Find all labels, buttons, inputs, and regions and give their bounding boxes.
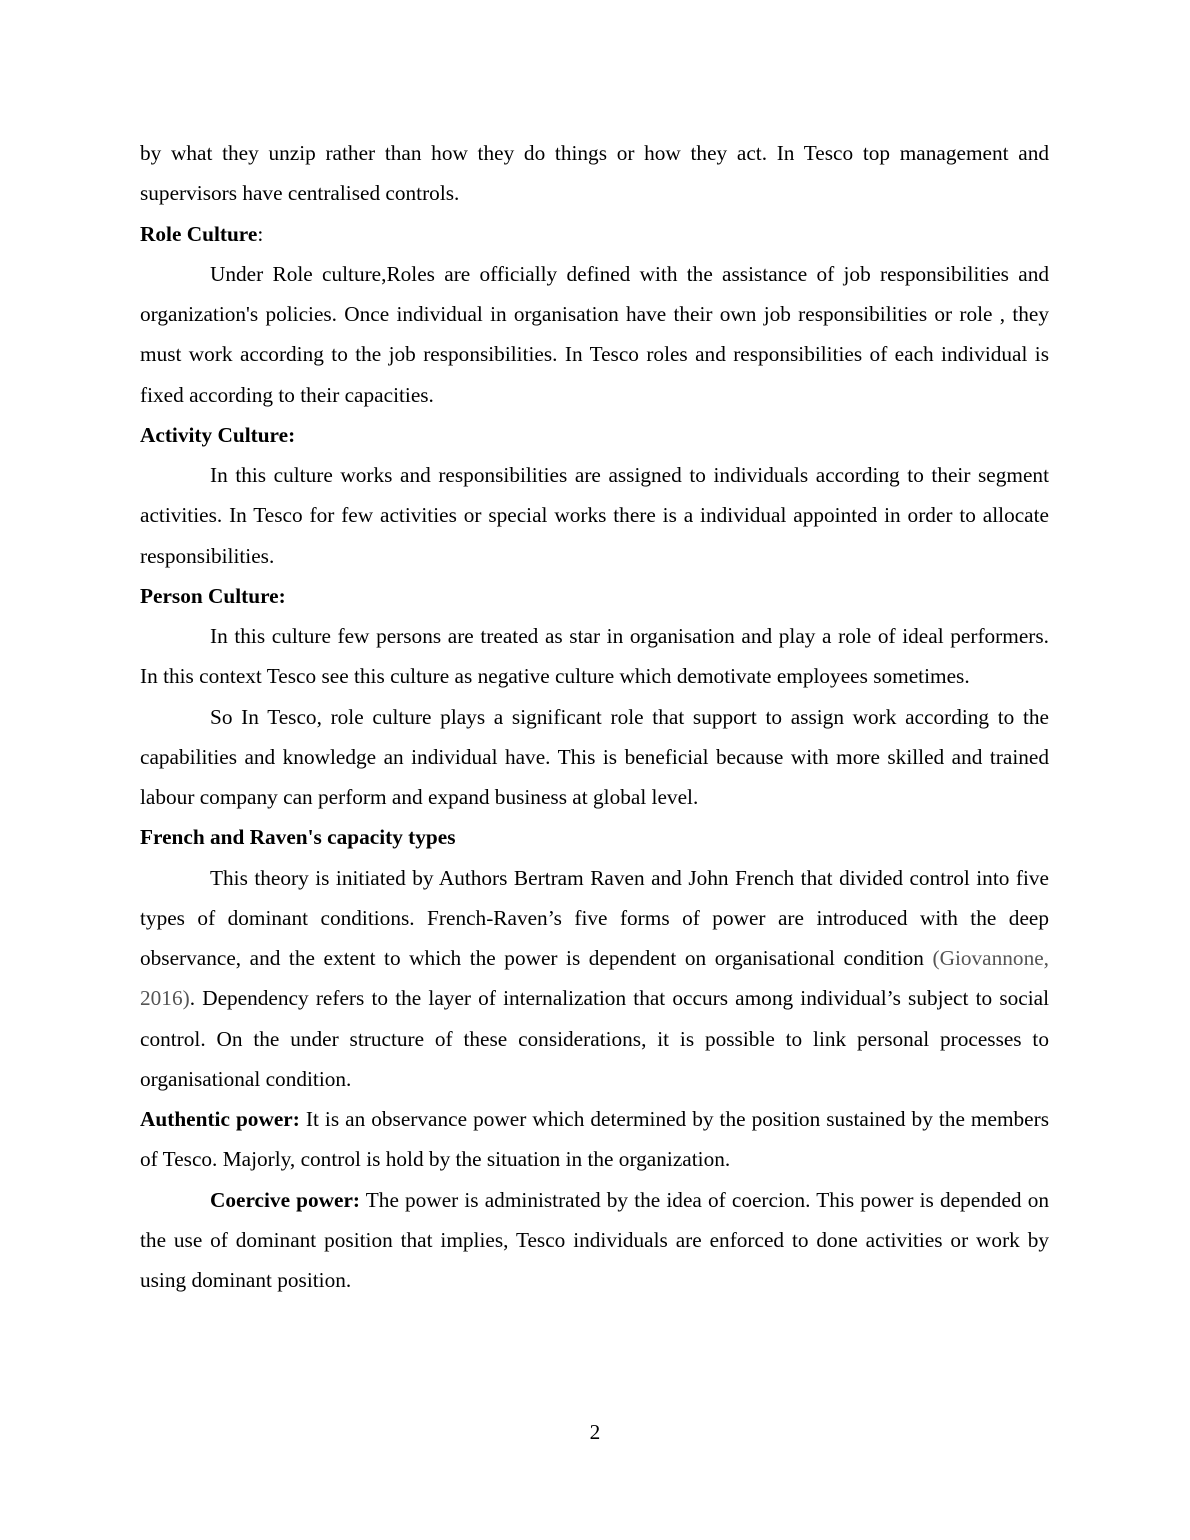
paragraph-coercive-power	[140, 1180, 1049, 1301]
role-culture-heading-colon: :	[257, 221, 264, 246]
document-page	[140, 133, 1049, 1300]
heading-role-culture	[140, 214, 1049, 254]
paragraph-activity-culture: In this culture works and responsibilities are assigned to individuals according to their segment activities. In Tesco for few activities or special works there is a individual appointed in order to allocate responsibilities.	[140, 463, 1049, 568]
paragraph-summary: So In Tesco, role culture plays a significant role that support to assign work according to the capabilities and knowledge an individual have. This is beneficial because with more skilled and trained labour company can perform and expand business at global level.	[140, 704, 1049, 809]
paragraph-intro-continuation: by what they unzip rather than how they do things or how they act. In Tesco top management and supervisors have centralised controls.	[140, 141, 1049, 206]
heading-person-culture: Person Culture:	[140, 583, 286, 608]
heading-activity-culture: Activity Culture:	[140, 422, 296, 447]
coercive-power-label: Coercive power:	[210, 1187, 361, 1212]
role-culture-heading-text: Role Culture	[140, 221, 258, 246]
page-number: 2	[589, 1420, 601, 1444]
paragraph-person-culture: In this culture few persons are treated as star in organisation and play a role of ideal performers. In this context Tesco see this culture as negative culture which demotivate employees sometimes.	[140, 624, 1049, 689]
paragraph-french-raven	[140, 858, 1049, 1100]
paragraph-role-culture: Under Role culture,Roles are officially defined with the assistance of job responsibilities and organization's policies. Once individual in organisation have their own job responsibilities or role , they must work according to the job responsibilities. In Tesco roles and responsibilities of each individual is fixed according to their capacities.	[140, 261, 1049, 407]
authentic-power-label: Authentic power:	[140, 1107, 300, 1131]
authentic-power-text: It is an observance power which determined by the position sustained by the members of Tesco. Majorly, control is hold by the situation in the organization.	[140, 1107, 1049, 1172]
paragraph-authentic-power	[140, 1099, 1049, 1180]
citation-giovannone: (Giovannone, 2016)	[140, 946, 1049, 1011]
heading-french-raven: French and Raven's capacity types	[140, 825, 456, 850]
coercive-power-text: The power is administrated by the idea of coercion. This power is depended on the use of dominant position that implies, Tesco individuals are enforced to done activities or work by using dominant position.	[140, 1187, 1049, 1292]
french-raven-text-before: This theory is initiated by Authors Bertram Raven and John French that divided control into five types of dominant conditions. French-Raven’s five forms of power are introduced with the deep observance, and the extent to which the power is dependent on organisational condition	[140, 865, 1049, 970]
french-raven-text-after: . Dependency refers to the layer of internalization that occurs among individual’s subject to social control. On the under structure of these considerations, it is possible to link personal processes to organisational condition.	[140, 986, 1049, 1091]
